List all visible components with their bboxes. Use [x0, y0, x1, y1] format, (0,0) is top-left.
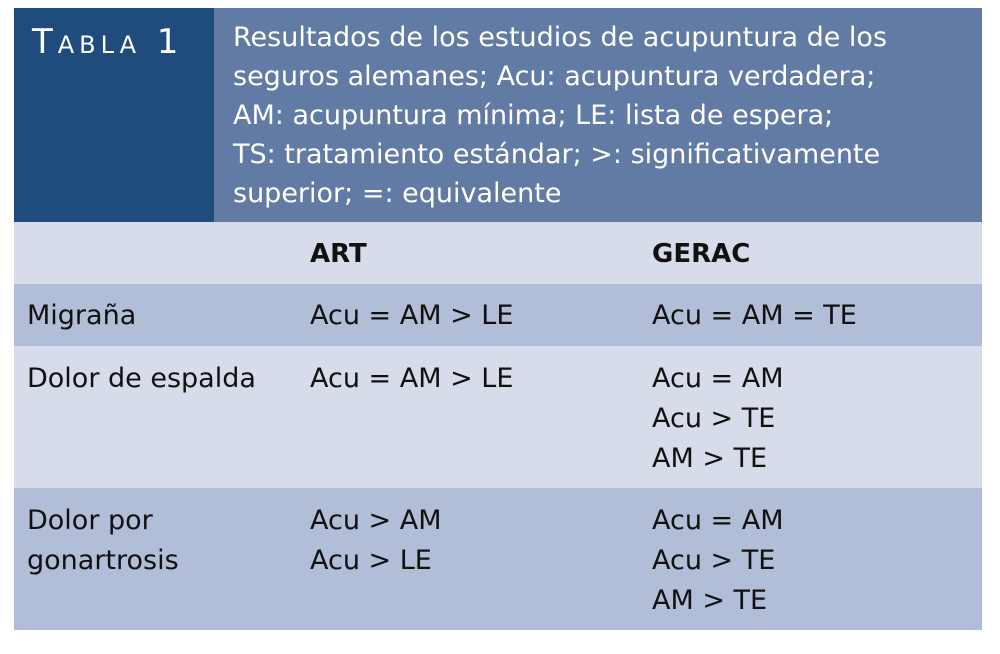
cell-line: Acu = AM = TE — [652, 300, 857, 331]
cell-line: Acu > AM — [310, 505, 442, 536]
cell-gerac — [652, 359, 972, 479]
cell-line: Acu = AM — [652, 363, 784, 394]
cell-line: gonartrosis — [27, 545, 179, 576]
cell-line: AM > TE — [652, 443, 768, 474]
cell-condition — [27, 501, 297, 581]
cell-line: AM > TE — [652, 585, 768, 616]
cell-art — [310, 501, 630, 581]
table-label-box — [14, 8, 214, 222]
cell-line: Acu = AM > LE — [310, 300, 514, 331]
cell-gerac — [652, 296, 972, 336]
cell-line: Migraña — [27, 300, 137, 331]
table-header — [14, 8, 982, 222]
cell-art — [310, 359, 630, 399]
table-row-migrana — [14, 284, 982, 346]
cell-gerac — [652, 501, 972, 621]
caption-line: TS: tratamiento estándar; >: significativamente — [233, 139, 881, 170]
column-header-gerac: GERAC — [652, 239, 751, 269]
cell-condition — [27, 296, 297, 336]
cell-line: Dolor de espalda — [27, 363, 256, 394]
cell-line: Acu = AM > LE — [310, 363, 514, 394]
table-caption — [233, 18, 973, 213]
caption-line: Resultados de los estudios de acupuntura de los — [233, 22, 888, 53]
cell-condition — [27, 359, 297, 399]
cell-line: Acu = AM — [652, 505, 784, 536]
cell-line: Dolor por — [27, 505, 153, 536]
caption-line: AM: acupuntura mínima; LE: lista de espera; — [233, 100, 834, 131]
column-header-row — [14, 222, 982, 284]
cell-art — [310, 296, 630, 336]
caption-line: seguros alemanes; Acu: acupuntura verdadera; — [233, 61, 876, 92]
column-header-art: ART — [310, 239, 367, 269]
caption-line: superior; =: equivalente — [233, 178, 562, 209]
table-row-dolor-espalda — [14, 346, 982, 488]
table-figure — [14, 8, 982, 630]
cell-line: Acu > LE — [310, 545, 432, 576]
cell-line: Acu > TE — [652, 403, 776, 434]
cell-line: Acu > TE — [652, 545, 776, 576]
table-label: Tabla 1 — [32, 22, 184, 62]
table-row-dolor-gonartrosis — [14, 488, 982, 630]
